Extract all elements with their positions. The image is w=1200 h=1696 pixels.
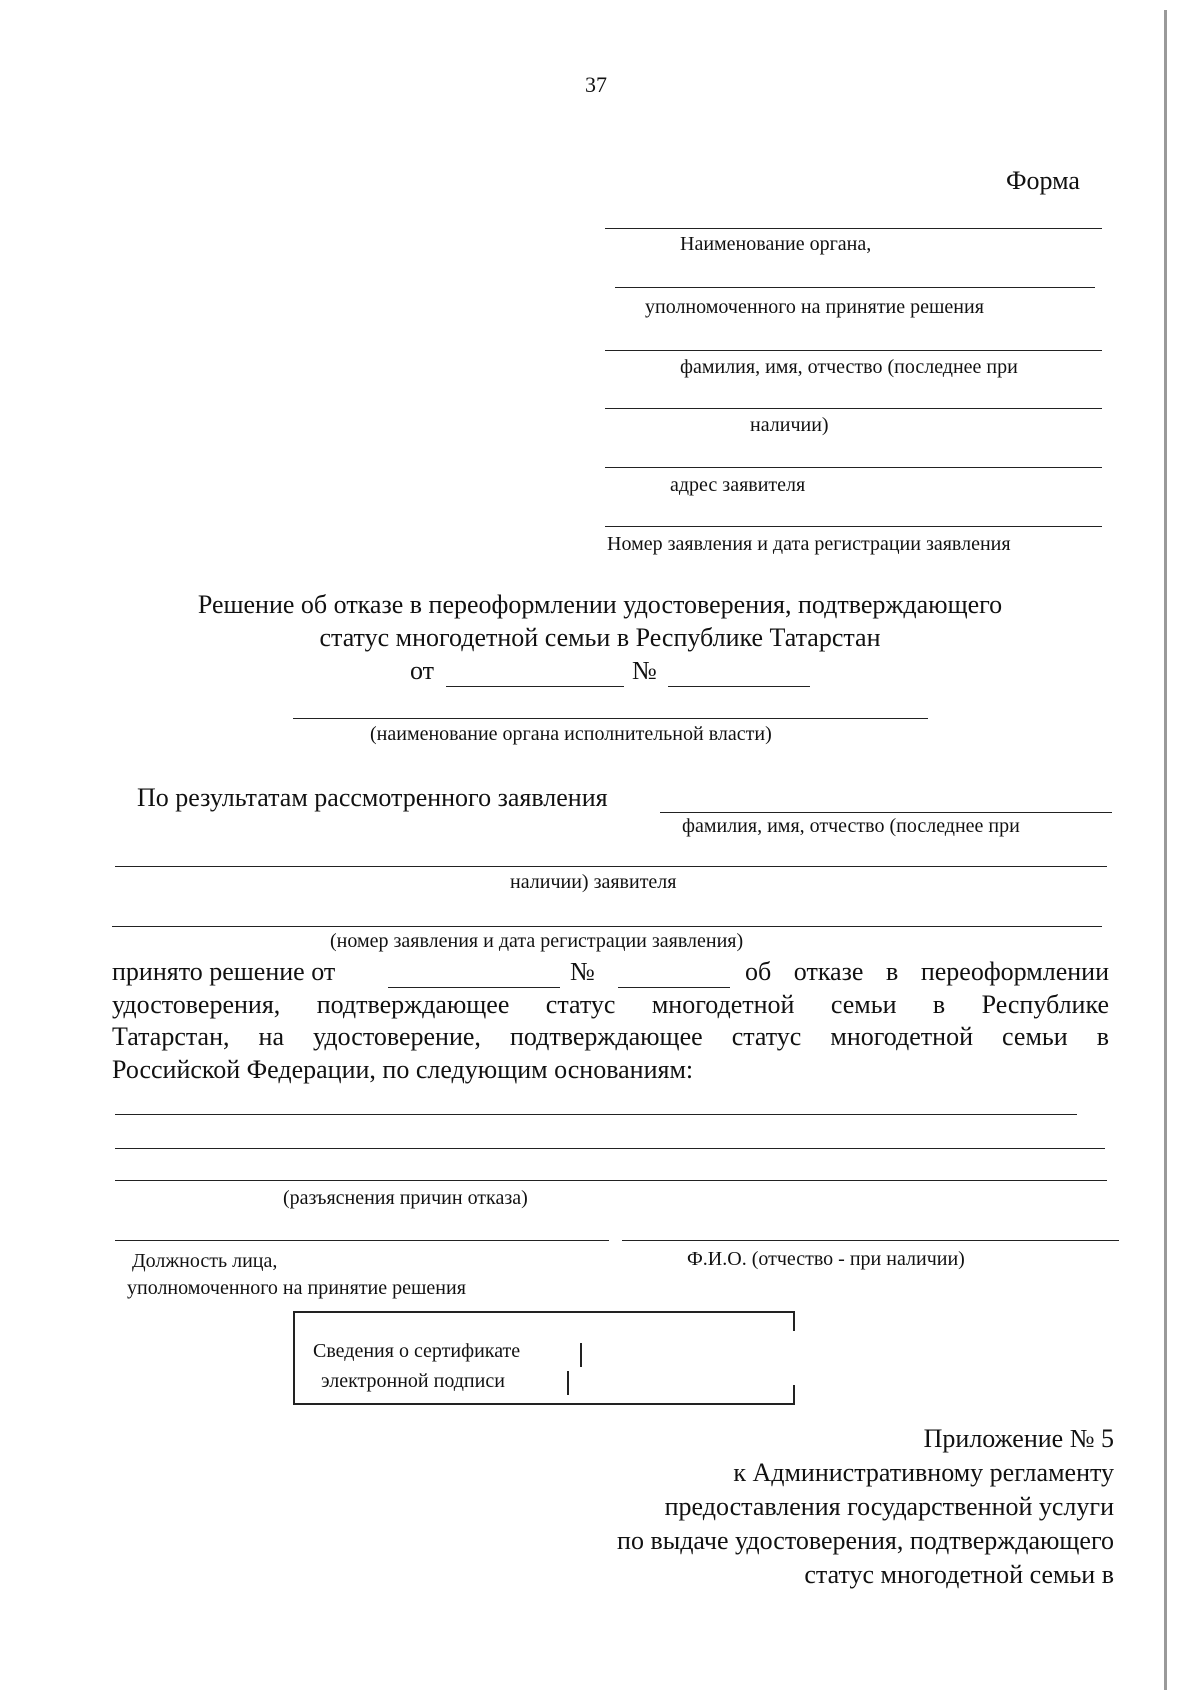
appendix-line-4: по выдаче удостоверения, подтверждающего (617, 1526, 1114, 1555)
application-caption: (номер заявления и дата регистрации заявления) (330, 930, 744, 952)
applicant-caption-present: наличии) заявителя (510, 871, 677, 893)
applicant-name-line (660, 812, 1112, 813)
header-line-6 (605, 526, 1102, 527)
appendix-line-3: предоставления государственной услуги (664, 1492, 1114, 1521)
header-line-4 (605, 408, 1102, 409)
decision-line-3: Татарстан, на удостоверение, подтверждающее статус многодетной семьи в (112, 1022, 1109, 1051)
reason-line-1 (115, 1114, 1077, 1115)
stamp-inner-mark-1 (580, 1343, 582, 1367)
header-caption-authorized: уполномоченного на принятие решения (645, 296, 984, 318)
position-caption-1: Должность лица, (132, 1250, 278, 1272)
applicant-caption-fio: фамилия, имя, отчество (последнее при (682, 815, 1020, 837)
title-number-label: № (632, 656, 657, 685)
title-from-label: от (410, 656, 435, 685)
document-title-line-2: статус многодетной семьи в Республике Татарстан (319, 623, 881, 652)
stamp-border-top (293, 1311, 795, 1313)
authority-caption: (наименование органа исполнительной власти) (370, 723, 772, 745)
header-caption-address: адрес заявителя (670, 474, 806, 496)
header-line-1 (605, 228, 1102, 229)
certificate-info-line-2: электронной подписи (321, 1370, 505, 1392)
position-caption-2: уполномоченного на принятие решения (127, 1277, 466, 1299)
header-line-3 (605, 350, 1102, 351)
application-line (112, 926, 1102, 927)
decision-date-line (388, 987, 560, 988)
reasons-caption: (разъяснения причин отказа) (283, 1187, 528, 1209)
appendix-title: Приложение № 5 (923, 1424, 1114, 1453)
results-label: По результатам рассмотренного заявления (137, 783, 608, 812)
decision-part-1: принято решение от (112, 957, 336, 986)
appendix-line-5: статус многодетной семьи в (804, 1560, 1114, 1589)
header-caption-application: Номер заявления и дата регистрации заявления (607, 533, 1011, 555)
authority-line (293, 718, 928, 719)
header-caption-present: наличии) (750, 414, 829, 436)
applicant-line-2 (115, 866, 1107, 867)
stamp-border-left (293, 1311, 295, 1405)
header-line-5 (605, 467, 1102, 468)
page-number: 37 (585, 72, 607, 97)
fio-caption: Ф.И.О. (отчество - при наличии) (687, 1248, 965, 1270)
decision-number-sign: № (570, 957, 595, 986)
header-line-2 (615, 287, 1095, 288)
fio-line (622, 1240, 1119, 1241)
title-date-line (446, 686, 624, 687)
certificate-stamp-box (293, 1311, 795, 1405)
reason-line-2 (115, 1148, 1105, 1149)
header-caption-fio: фамилия, имя, отчество (последнее при (680, 356, 1018, 378)
scan-page-edge (1164, 10, 1167, 1690)
stamp-border-bottom (293, 1403, 795, 1405)
stamp-inner-mark-2 (567, 1371, 569, 1395)
header-caption-organ: Наименование органа, (680, 233, 872, 255)
decision-number-line (618, 987, 730, 988)
form-label: Форма (1006, 166, 1080, 195)
title-number-line (668, 686, 810, 687)
decision-line-4: Российской Федерации, по следующим основаниям: (112, 1055, 694, 1084)
decision-part-2: об отказе в переоформлении (745, 957, 1109, 986)
position-line (115, 1240, 609, 1241)
stamp-border-right-bottom (793, 1385, 795, 1405)
appendix-line-2: к Административному регламенту (733, 1458, 1114, 1487)
reason-line-3 (115, 1180, 1107, 1181)
certificate-info-line-1: Сведения о сертификате (313, 1340, 521, 1362)
decision-line-2: удостоверения, подтверждающее статус многодетной семьи в Республике (112, 990, 1109, 1019)
document-title-line-1: Решение об отказе в переоформлении удостоверения, подтверждающего (197, 590, 1003, 619)
stamp-border-right-top (793, 1311, 795, 1331)
